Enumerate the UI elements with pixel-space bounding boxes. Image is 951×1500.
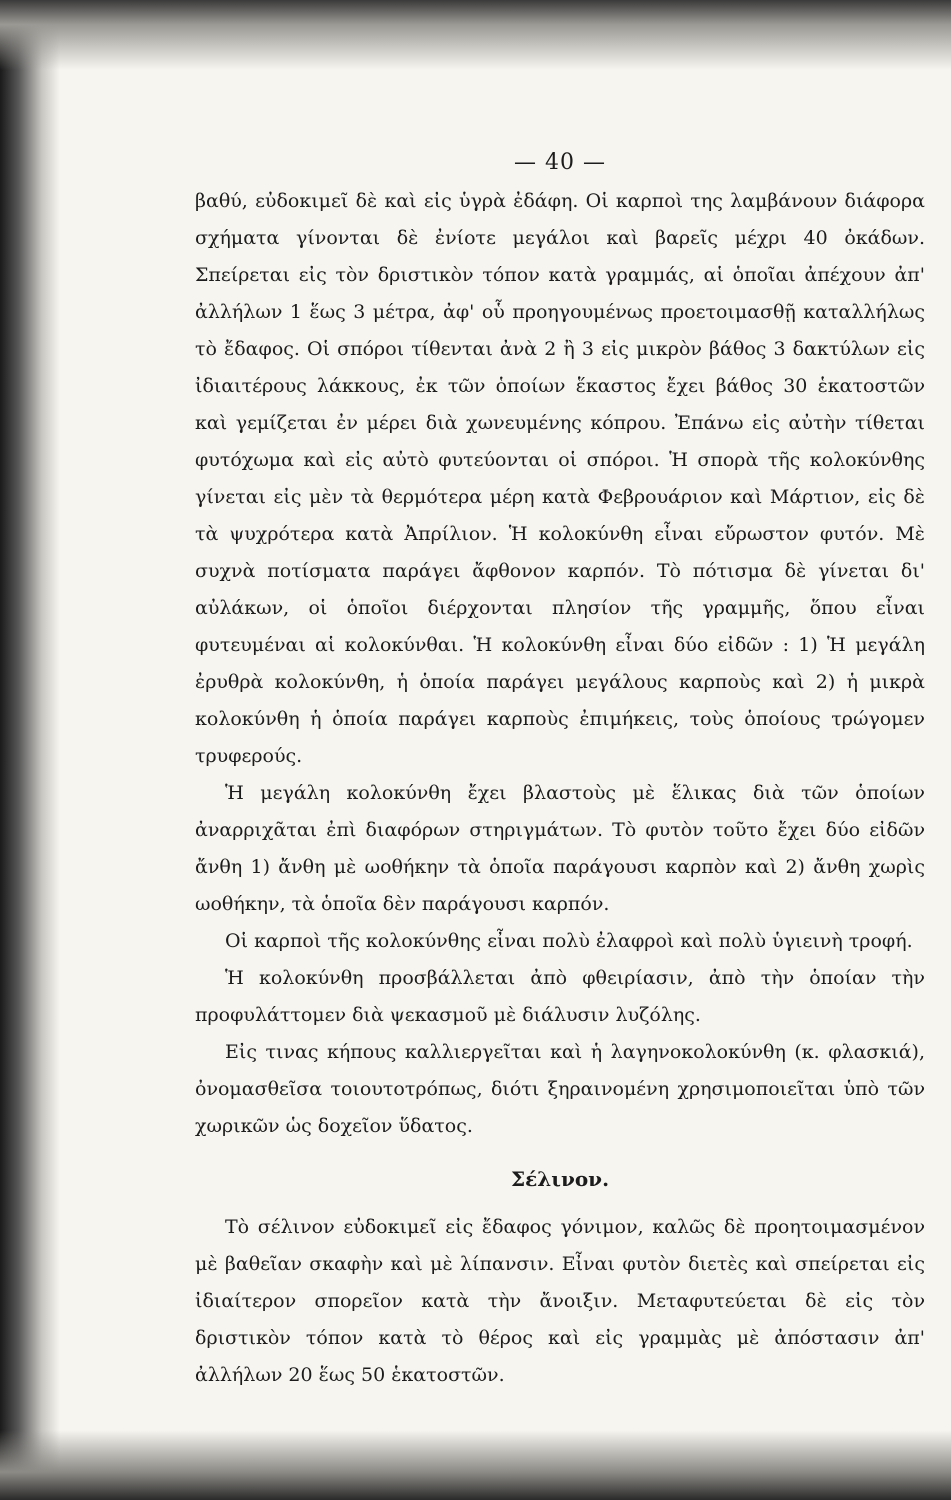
section-paragraph: Τὸ σέλινον εὐδοκιμεῖ εἰς ἔδαφος γόνιμον, καλῶς δὲ προητοιμασμένον μὲ βαθεῖαν σκαφὴν καὶ μὲ λίπανσιν. Εἶναι φυτὸν διετὲς καὶ σπείρεται εἰς ἰδιαίτερον σπορεῖον κατὰ τὴν ἄνοιξιν. Μεταφυτεύεται δὲ εἰς τὸν δριστικὸν τόπον κατὰ τὸ θέρος καὶ εἰς γραμμὰς μὲ ἀπόστασιν ἀπ' ἀλλήλων 20 ἕως 50 ἑκατοστῶν. [195, 1216, 925, 1386]
paragraph: Ἡ κολοκύνθη προσβάλλεται ἀπὸ φθειρίασιν, ἀπὸ τὴν ὁποίαν τὴν προφυλάττομεν διὰ ψεκασμοῦ μὲ διάλυσιν λυζόλης. [195, 967, 925, 1026]
bottom-edge-shadow [0, 1430, 951, 1500]
paragraph: Οἱ καρποὶ τῆς κολοκύνθης εἶναι πολὺ ἐλαφροὶ καὶ πολὺ ὑγιεινὴ τροφή. [225, 930, 913, 952]
section-text [195, 1209, 925, 1394]
section-heading: Σέλινον. [510, 1167, 610, 1191]
top-edge-shadow [0, 0, 951, 70]
body-text [195, 183, 925, 1145]
paragraph: Εἰς τινας κήπους καλλιεργεῖται καὶ ἡ λαγηνοκολοκύνθη (κ. φλασκιά), ὀνομασθεῖσα τοιουτοτρόπως, διότι ξηραινομένη χρησιμοποιεῖται ὑπὸ τῶν χωρικῶν ὡς δοχεῖον ὕδατος. [195, 1041, 925, 1137]
binding-shadow [0, 0, 60, 1500]
page-number: — 40 — [514, 150, 606, 175]
text-block [195, 150, 925, 1394]
paragraph-continuation: βαθύ, εὐδοκιμεῖ δὲ καὶ εἰς ὑγρὰ ἐδάφη. Οἱ καρποὶ της λαμβάνουν διάφορα σχήματα γίνονται δὲ ἐνίοτε μεγάλοι καὶ βαρεῖς μέχρι 40 ὀκάδων. Σπείρεται εἰς τὸν δριστικὸν τόπον κατὰ γραμμάς, αἱ ὁποῖαι ἀπέχουν ἀπ' ἀλλήλων 1 ἕως 3 μέτρα, ἀφ' οὗ προηγουμένως προετοιμασθῇ καταλλήλως τὸ ἔδαφος. Οἱ σπόροι τίθενται ἀνὰ 2 ἢ 3 εἰς μικρὸν βάθος 3 δακτύλων εἰς ἰδιαιτέρους λάκκους, ἐκ τῶν ὁποίων ἕκαστος ἔχει βάθος 30 ἑκατοστῶν καὶ γεμίζεται ἐν μέρει διὰ χωνευμένης κόπρου. Ἐπάνω εἰς αὐτὴν τίθεται φυτόχωμα καὶ εἰς αὐτὸ φυτεύονται οἱ σπόροι. Ἡ σπορὰ τῆς κολοκύνθης γίνεται εἰς μὲν τὰ θερμότερα μέρη κατὰ Φεβρουάριον καὶ Μάρτιον, εἰς δὲ τὰ ψυχρότερα κατὰ Ἀπρίλιον. Ἡ κολοκύνθη εἶναι εὔρωστον φυτόν. Μὲ συχνὰ ποτίσματα παράγει ἄφθονον καρπόν. Τὸ πότισμα δὲ γίνεται δι' αὐλάκων, οἱ ὁποῖοι διέρχονται πλησίον τῆς γραμμῆς, ὅπου εἶναι φυτευμέναι αἱ κολοκύνθαι. Ἡ κολοκύνθη εἶναι δύο εἰδῶν : 1) Ἡ μεγάλη ἐρυθρὰ κολοκύνθη, ἡ ὁποία παράγει μεγάλους καρποὺς καὶ 2) ἡ μικρὰ κολοκύνθη ἡ ὁποία παράγει καρποὺς ἐπιμήκεις, τοὺς ὁποίους τρώγομεν τρυφερούς. [195, 190, 925, 767]
paragraph: Ἡ μεγάλη κολοκύνθη ἔχει βλαστοὺς μὲ ἕλικας διὰ τῶν ὁποίων ἀναρριχᾶται ἐπὶ διαφόρων στηριγμάτων. Τὸ φυτὸν τοῦτο ἔχει δύο εἰδῶν ἄνθη 1) ἄνθη μὲ ωοθήκην τὰ ὁποῖα παράγουσι καρπὸν καὶ 2) ἄνθη χωρὶς ωοθήκην, τὰ ὁποῖα δὲν παράγουσι καρπόν. [195, 782, 925, 915]
